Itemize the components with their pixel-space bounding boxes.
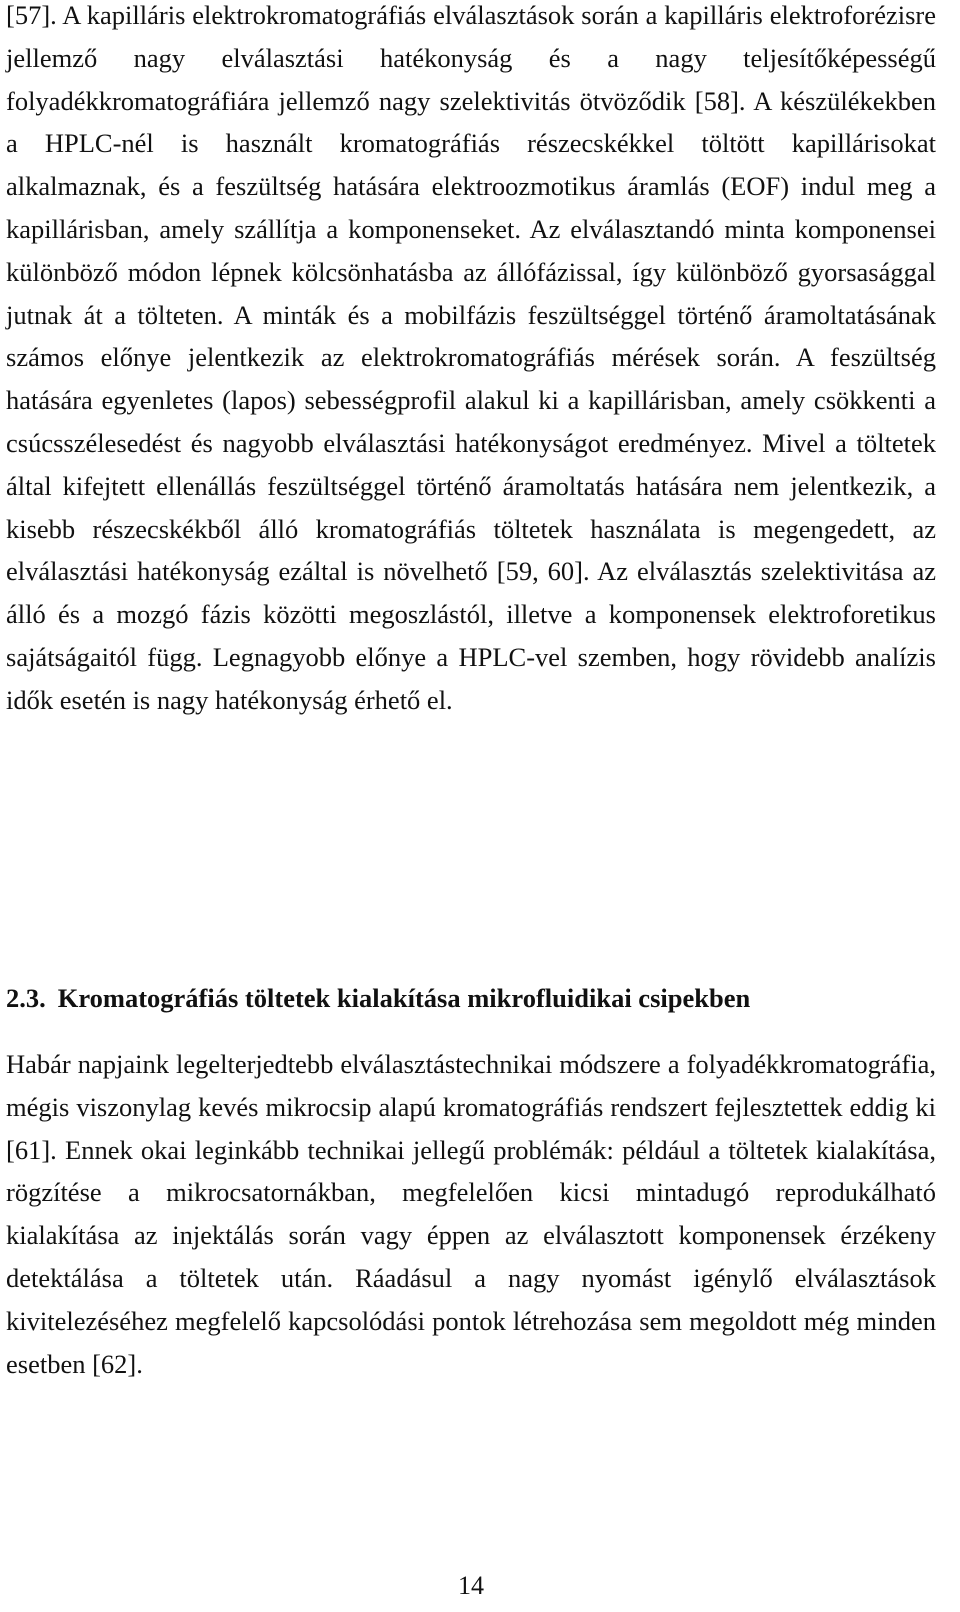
body-paragraph-capillary-electrochromatography: [57]. A kapilláris elektrokromatográfiás elválasztások során a kapilláris elektroforézisre jellemző nagy elválasztási hatékonyság és a nagy teljesítőképességű folyadékkromatográfiára jellemző nagy szelektivitás ötvöződik [58]. A készülékekben a HPLC-nél is használt kromatográfiás részecskékkel töltött kapillárisokat alkalmaznak, és a feszültség hatására elektroozmotikus áramlás (EOF) indul meg a kapillárisban, amely szállítja a komponenseket. Az elválasztandó minta komponensei különböző módon lépnek kölcsönhatásba az állófázissal, így különböző gyorsasággal jutnak át a tölteten. A minták és a mobilfázis feszültséggel történő áramoltatásának számos előnye jelentkezik az elektrokromatográfiás mérések során. A feszültség hatására egyenletes (lapos) sebességprofil alakul ki a kapillárisban, amely csökkenti a csúcsszélesedést és nagyobb elválasztási hatékonyságot eredményez. Mivel a töltetek által kifejtett ellenállás feszültséggel történő áramoltatás hatására nem jelentkezik, a kisebb részecskékből álló kromatográfiás töltetek használata is megengedett, az elválasztási hatékonyság ezáltal is növelhető [59, 60]. Az elválasztás szelektivitása az álló és a mozgó fázis közötti megoszlástól, illetve a komponensek elektroforetikus sajátságaitól függ. Legnagyobb előnye a HPLC-vel szemben, hogy rövidebb analízis idők esetén is nagy hatékonyság érhető el. — [6, 0, 936, 715]
page-number: 14 — [458, 1571, 484, 1600]
section-title: Kromatográfiás töltetek kialakítása mikrofluidikai csipekben — [57, 983, 751, 1013]
body-paragraph-microfluidic-chips: Habár napjaink legelterjedtebb elválasztástechnikai módszere a folyadékkromatográfia, mégis viszonylag kevés mikrocsip alapú kromatográfiás rendszert fejlesztettek eddig ki [61]. Ennek okai leginkább technikai jellegű problémák: például a töltetek kialakítása, rögzítése a mikrocsatornákban, megfelelően kicsi mintadugó reprodukálható kialakítása az injektálás során vagy éppen az elválasztott komponensek érzékeny detektálása a töltetek után. Ráadásul a nagy nyomást igénylő elválasztások kivitelezéséhez megfelelő kapcsolódási pontok létrehozása sem megoldott még minden esetben [62]. — [6, 1049, 936, 1379]
document-page — [6, 0, 936, 1612]
section-number: 2.3. — [6, 983, 46, 1013]
section-heading — [6, 978, 936, 1018]
